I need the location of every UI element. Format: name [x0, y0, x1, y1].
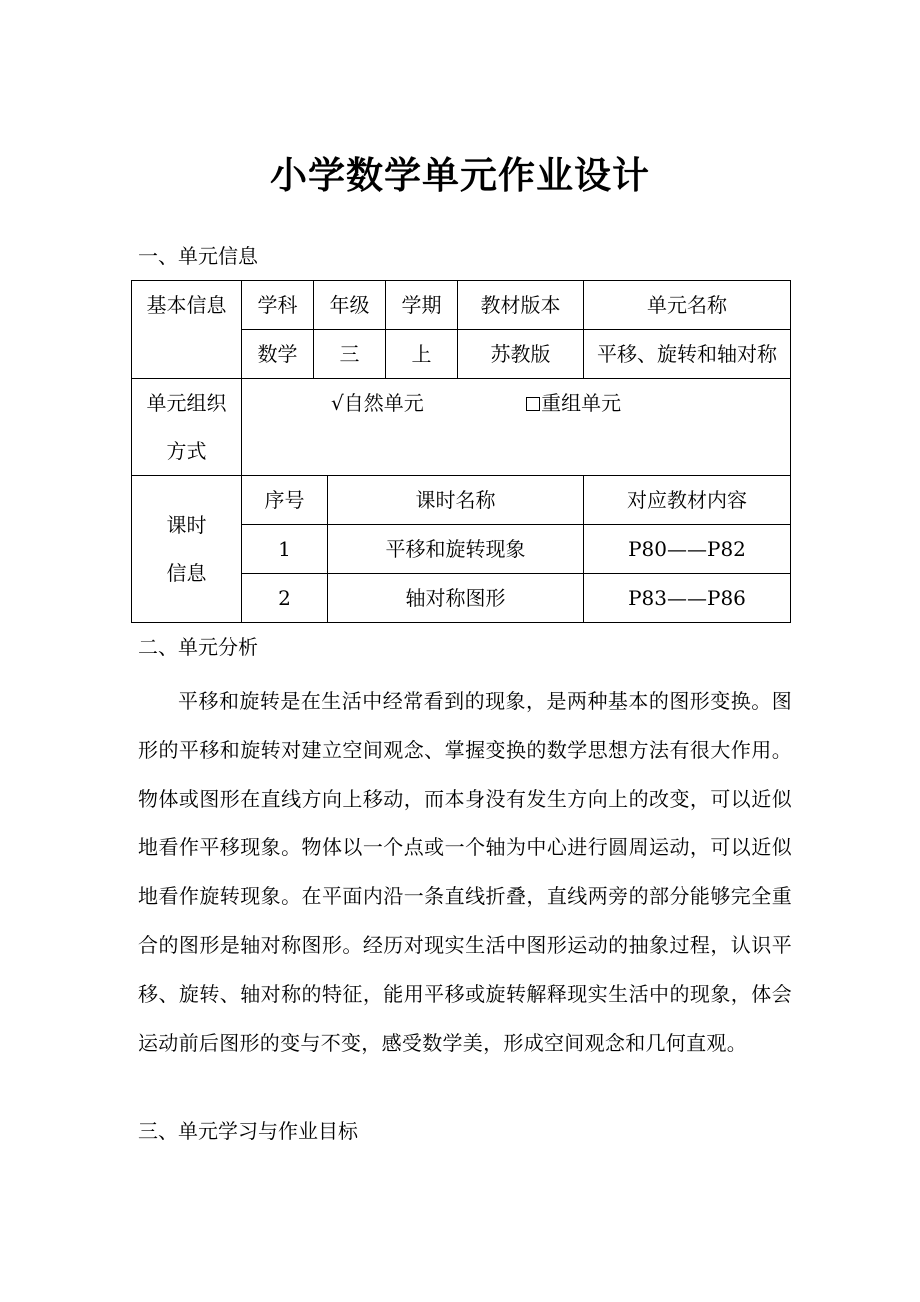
organization-label-line2: 方式 [166, 439, 207, 463]
header-textbook: 教材版本 [458, 281, 584, 330]
value-textbook: 苏教版 [458, 330, 584, 379]
header-term: 学期 [386, 281, 458, 330]
lesson-name: 平移和旋转现象 [328, 525, 584, 574]
value-term: 上 [386, 330, 458, 379]
basic-info-label: 基本信息 [132, 281, 242, 379]
lesson-info-label-line1: 课时 [166, 513, 207, 537]
table-row-organization [132, 379, 791, 476]
table-row-lesson-headers [132, 476, 791, 525]
header-unit-name: 单元名称 [584, 281, 791, 330]
table-row-headers [132, 281, 791, 330]
lesson-pages: P83——P86 [584, 574, 791, 623]
lesson-info-label-line2: 信息 [166, 561, 207, 585]
value-unit-name: 平移、旋转和轴对称 [584, 330, 791, 379]
lesson-pages: P80——P82 [584, 525, 791, 574]
page-title: 小学数学单元作业设计 [270, 152, 650, 197]
organization-options [242, 379, 791, 476]
analysis-paragraph: 平移和旋转是在生活中经常看到的现象，是两种基本的图形变换。图形的平移和旋转对建立空间观念、掌握变换的数学思想方法有很大作用。物体或图形在直线方向上移动，而本身没有发生方向上的改变，可以近似地看作平移现象。物体以一个点或一个轴为中心进行圆周运动，可以近似地看作旋转现象。在平面内沿一条直线折叠，直线两旁的部分能够完全重合的图形是轴对称图形。经历对现实生活中图形运动的抽象过程，认识平移、旋转、轴对称的特征，能用平移或旋转解释现实生活中的现象，体会运动前后图形的变与不变，感受数学美，形成空间观念和几何直观。 [138, 689, 792, 1055]
lesson-name: 轴对称图形 [328, 574, 584, 623]
unit-info-table [131, 280, 791, 623]
lesson-info-label [132, 476, 242, 623]
section-heading-learning-goals: 三、单元学习与作业目标 [138, 1119, 358, 1143]
lesson-number: 2 [242, 574, 328, 623]
header-subject: 学科 [242, 281, 314, 330]
lesson-number: 1 [242, 525, 328, 574]
check-mark-icon: √ [331, 391, 344, 415]
option-regrouped-unit[interactable] [526, 379, 621, 427]
organization-label-line1: 单元组织 [146, 391, 227, 415]
value-grade: 三 [314, 330, 386, 379]
value-subject: 数学 [242, 330, 314, 379]
header-lesson-pages: 对应教材内容 [584, 476, 791, 525]
option-regrouped-unit-label: 重组单元 [541, 391, 622, 415]
option-natural-unit[interactable] [331, 379, 424, 427]
option-natural-unit-label: 自然单元 [343, 391, 424, 415]
organization-label [132, 379, 242, 476]
header-lesson-number: 序号 [242, 476, 328, 525]
section-heading-unit-info: 一、单元信息 [138, 244, 258, 268]
header-grade: 年级 [314, 281, 386, 330]
section-heading-unit-analysis: 二、单元分析 [138, 635, 258, 659]
empty-checkbox-icon [526, 397, 540, 411]
header-lesson-name: 课时名称 [328, 476, 584, 525]
